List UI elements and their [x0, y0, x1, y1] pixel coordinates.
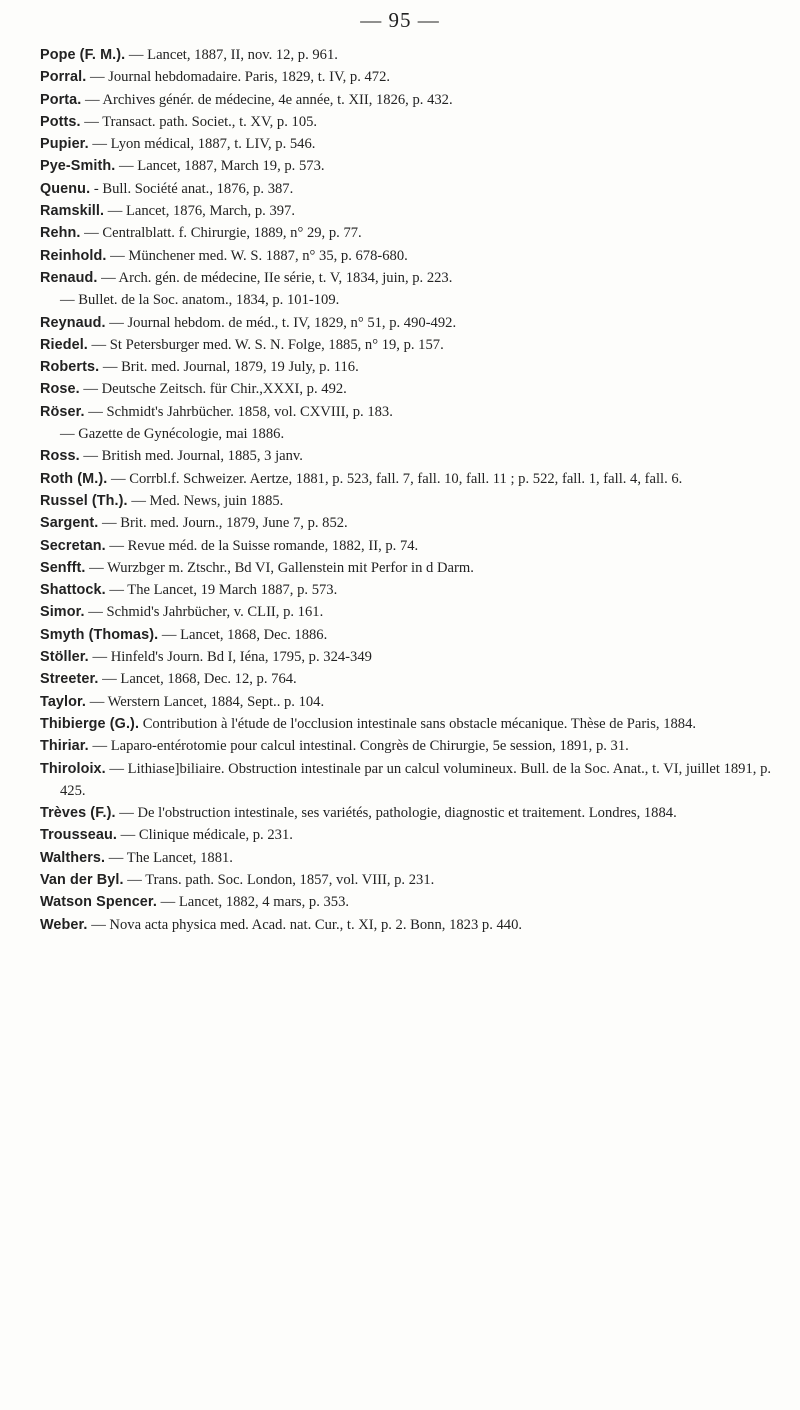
entry-reference: — Lancet, 1868, Dec. 12, p. 764.: [102, 671, 297, 688]
bibliography-entry: [40, 512, 795, 534]
bibliography-entry: [40, 579, 795, 601]
bibliography-entry: [40, 646, 795, 668]
entry-author: Sargent.: [40, 515, 99, 532]
entry-reference: — The Lancet, 1881.: [108, 849, 233, 866]
bibliography-entry: [40, 891, 795, 913]
entry-reference: — Centralblatt. f. Chirurgie, 1889, n° 29, p. 77.: [84, 225, 362, 242]
entry-reference: — Lancet, 1876, March, p. 397.: [107, 203, 295, 220]
bibliography-entry: [40, 824, 795, 846]
entry-author: Ross.: [40, 448, 80, 465]
entry-author: Smyth (Thomas).: [40, 626, 159, 643]
bibliography-entry: [40, 133, 795, 155]
entry-author: Ramskill.: [40, 203, 105, 220]
entry-reference: — Archives génér. de médecine, 4e année, t. XII, 1826, p. 432.: [85, 91, 453, 108]
entry-author: Porta.: [40, 91, 82, 108]
entry-author: Trousseau.: [40, 827, 117, 844]
bibliography-entry: [40, 557, 795, 579]
entry-reference: — Revue méd. de la Suisse romande, 1882, II, p. 74.: [109, 537, 419, 554]
bibliography-entry: [40, 869, 795, 891]
bibliography-entry: [40, 401, 795, 423]
entry-reference: — Bullet. de la Soc. anatom., 1834, p. 101-109.: [60, 292, 340, 309]
entry-author: Senfft.: [40, 559, 86, 576]
entry-author: Russel (Th.).: [40, 492, 128, 509]
page-number: — 95 —: [360, 8, 440, 32]
entry-reference: — St Petersburger med. W. S. N. Folge, 1885, n° 19, p. 157.: [91, 336, 444, 353]
entry-author: Potts.: [40, 113, 81, 130]
bibliography-entry: [40, 222, 795, 244]
entry-reference: — Gazette de Gynécologie, mai 1886.: [60, 426, 285, 443]
entry-author: Simor.: [40, 604, 85, 621]
entry-author: Pupier.: [40, 136, 89, 153]
entry-reference: — Brit. med. Journal, 1879, 19 July, p. 116.: [102, 359, 359, 376]
entry-reference: — Nova acta physica med. Acad. nat. Cur., t. XI, p. 2. Bonn, 1823 p. 440.: [91, 916, 523, 933]
entry-reference: — Arch. gén. de médecine, IIe série, t. V, 1834, juin, p. 223.: [101, 269, 453, 286]
entry-author: Weber.: [40, 916, 88, 933]
entry-author: Porral.: [40, 69, 87, 86]
entry-author: Rose.: [40, 381, 80, 398]
bibliography-entry: [40, 490, 795, 512]
entry-reference: — Lancet, 1882, 4 mars, p. 353.: [160, 894, 350, 911]
bibliography-entry: [40, 111, 795, 133]
entry-reference: — Münchener med. W. S. 1887, n° 35, p. 678-680.: [110, 247, 408, 264]
bibliography-entry: [40, 200, 795, 222]
bibliography-entry: [40, 535, 795, 557]
bibliography-entry: [40, 267, 795, 289]
bibliography-entry: [40, 155, 795, 177]
bibliography-entry: [40, 334, 795, 356]
bibliography-entry: [40, 601, 795, 623]
entry-author: Renaud.: [40, 269, 98, 286]
entry-reference: — Schmid's Jahrbücher, v. CLII, p. 161.: [88, 604, 324, 621]
entry-author: Röser.: [40, 403, 85, 420]
bibliography-entry: [40, 847, 795, 869]
bibliography-entry: [40, 445, 795, 467]
bibliography-entry: [40, 468, 795, 490]
entry-reference: — Trans. path. Soc. London, 1857, vol. VIII, p. 231.: [127, 871, 435, 888]
entry-author: Pye-Smith.: [40, 158, 116, 175]
entry-reference: — Lancet, 1887, March 19, p. 573.: [119, 158, 325, 175]
entry-author: Trèves (F.).: [40, 805, 116, 822]
entry-reference: — Schmidt's Jahrbücher. 1858, vol. CXVIII, p. 183.: [88, 403, 393, 420]
entry-reference: — Journal hebdomadaire. Paris, 1829, t. IV, p. 472.: [89, 69, 391, 86]
bibliography-entry: [40, 624, 795, 646]
bibliography-entry: [40, 914, 795, 936]
entry-author: Roberts.: [40, 359, 100, 376]
entry-author: Riedel.: [40, 336, 88, 353]
entry-author: Secretan.: [40, 537, 106, 554]
bibliography-entry: [40, 691, 795, 713]
entry-reference: — Deutsche Zeitsch. für Chir.,XXXI, p. 492.: [83, 381, 347, 398]
bibliography-entry: [40, 378, 795, 400]
bibliography-entry: [40, 735, 795, 757]
entry-author: Shattock.: [40, 582, 106, 599]
bibliography-entry: [40, 423, 795, 445]
entry-reference: — Brit. med. Journ., 1879, June 7, p. 852.: [102, 515, 348, 532]
entry-reference: — Lancet, 1887, II, nov. 12, p. 961.: [128, 47, 338, 63]
entry-author: Van der Byl.: [40, 871, 124, 888]
entry-reference: — Lyon médical, 1887, t. LIV, p. 546.: [92, 136, 316, 153]
entry-reference: — British med. Journal, 1885, 3 janv.: [83, 448, 303, 465]
entry-author: Walthers.: [40, 849, 106, 866]
entry-reference: — Laparo-entérotomie pour calcul intestinal. Congrès de Chirurgie, 5e session, 1891, p. 31.: [92, 738, 629, 755]
entry-reference: Contribution à l'étude de l'occlusion intestinale sans obstacle mécanique. Thèse de Paris, 1884.: [142, 715, 697, 732]
entry-author: Taylor.: [40, 693, 87, 710]
entry-reference: — De l'obstruction intestinale, ses variétés, pathologie, diagnostic et traitement. Londres, 1884.: [119, 805, 677, 822]
entry-reference: — Journal hebdom. de méd., t. IV, 1829, n° 51, p. 490-492.: [109, 314, 457, 331]
bibliography-entry: [40, 44, 795, 66]
entry-author: Thiroloix.: [40, 760, 106, 777]
entry-reference: - Bull. Société anat., 1876, p. 387.: [93, 180, 294, 197]
entry-author: Stöller.: [40, 649, 89, 666]
bibliography-entry: [40, 802, 795, 824]
entry-reference: — Transact. path. Societ., t. XV, p. 105.: [84, 113, 318, 130]
entry-author: Thiriar.: [40, 738, 89, 755]
bibliography-entry: [40, 758, 795, 803]
entry-reference: — The Lancet, 19 March 1887, p. 573.: [109, 582, 338, 599]
entry-reference: — Lithiase]biliaire. Obstruction intestinale par un calcul volumineux. Bull. de la Soc. Anat., t. VI, juillet 1891, p. 425.: [60, 760, 772, 799]
bibliography-entry: [40, 668, 795, 690]
entry-author: Rehn.: [40, 225, 81, 242]
entry-reference: — Med. News, juin 1885.: [131, 492, 284, 509]
entry-author: Roth (M.).: [40, 470, 108, 487]
entry-reference: — Wurzbger m. Ztschr., Bd VI, Gallenstein mit Perfor in d Darm.: [89, 559, 474, 576]
bibliography-entry: [40, 178, 795, 200]
bibliography-entry: [40, 312, 795, 334]
bibliography-entry: [40, 713, 795, 735]
entry-reference: — Corrbl.f. Schweizer. Aertze, 1881, p. 523, fall. 7, fall. 10, fall. 11 ; p. 522, fall. 1, fall. 4, fall. 6.: [111, 470, 683, 487]
entry-author: Thibierge (G.).: [40, 715, 140, 732]
bibliography-entry: [40, 66, 795, 88]
entry-reference: — Werstern Lancet, 1884, Sept.. p. 104.: [89, 693, 325, 710]
bibliography-list: [40, 44, 795, 936]
bibliography-entry: [40, 289, 795, 311]
bibliography-entry: [40, 356, 795, 378]
entry-author: Reinhold.: [40, 247, 107, 264]
bibliography-entry: [40, 89, 795, 111]
entry-reference: — Hinfeld's Journ. Bd I, Iéna, 1795, p. 324-349: [92, 649, 372, 666]
entry-author: Quenu.: [40, 180, 91, 197]
entry-author: Streeter.: [40, 671, 99, 688]
entry-reference: — Clinique médicale, p. 231.: [120, 827, 293, 844]
entry-author: Watson Spencer.: [40, 894, 157, 911]
entry-reference: — Lancet, 1868, Dec. 1886.: [161, 626, 328, 643]
entry-author: Reynaud.: [40, 314, 106, 331]
bibliography-entry: [40, 245, 795, 267]
entry-author: Pope (F. M.).: [40, 47, 126, 63]
